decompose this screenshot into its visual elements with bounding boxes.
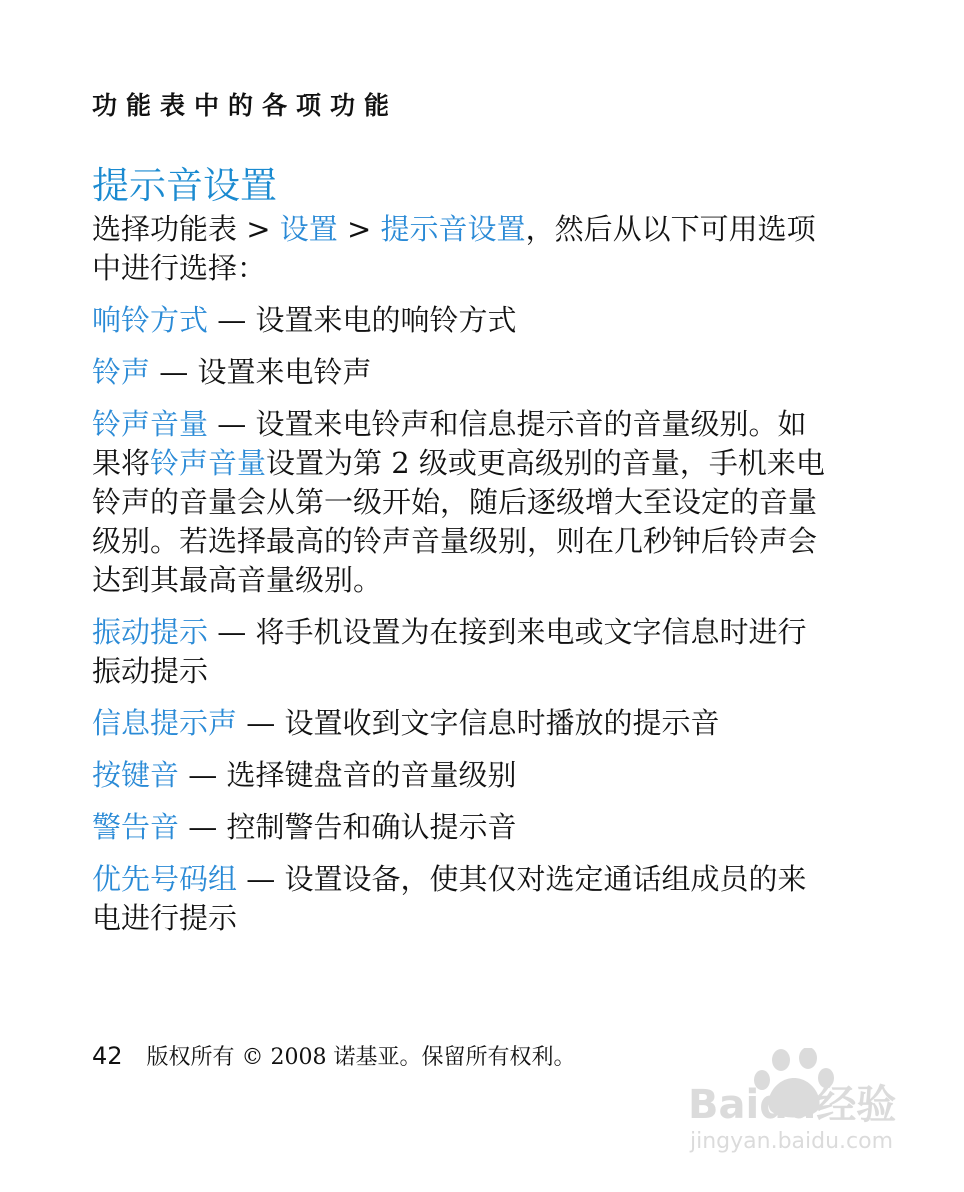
settings-link: 设置: [279, 212, 338, 246]
item-desc: — 控制警告和确认提示音: [179, 810, 517, 844]
page-number: 42: [92, 1042, 123, 1070]
item-term: 铃声: [92, 355, 151, 389]
item-term: 铃声音量: [92, 407, 209, 441]
separator: >: [337, 212, 381, 246]
watermark-brand: Baidu经验: [688, 1082, 897, 1128]
item-desc: — 将手机设置为在接到来电或文字信息时进行振动提示: [92, 615, 807, 688]
item-desc: — 设置收到文字信息时播放的提示音: [237, 706, 720, 740]
section-header: 功能表中的各项功能: [92, 91, 399, 120]
list-item: [92, 613, 832, 691]
manual-page: [92, 0, 852, 1192]
separator: >: [237, 212, 280, 246]
item-desc: — 设置设备，使其仅对选定通话组成员的来电进行提示: [92, 862, 807, 935]
list-item: [92, 860, 832, 938]
page-title: 提示音设置: [92, 164, 277, 207]
intro-prefix: 选择: [92, 212, 151, 246]
item-desc: — 设置来电的响铃方式: [208, 303, 517, 337]
page-footer: [92, 1040, 576, 1071]
item-term: 振动提示: [92, 615, 209, 649]
item-term: 警告音: [92, 810, 180, 844]
watermark-url: jingyan.baidu.com: [690, 1129, 894, 1154]
copyright-text: 版权所有 © 2008 诺基亚。保留所有权利。: [146, 1045, 576, 1070]
item-term: 按键音: [92, 758, 180, 792]
page-content: [92, 210, 832, 951]
item-desc: — 设置来电铃声: [150, 355, 372, 389]
item-term: 优先号码组: [92, 862, 238, 896]
list-item: [92, 704, 832, 743]
intro-suffix: ，然后从以下可用选项中进行选择：: [92, 212, 816, 285]
tone-settings-link: 提示音设置: [380, 212, 526, 246]
item-desc: 设置为第 2 级或更高级别的音量，手机来电铃声的音量会从第一级开始，随后逐级增大至设定的音量级别。若选择最高的铃声音量级别，则在几秒钟后铃声会达到其最高音量级别。: [92, 446, 825, 597]
item-inline-term: 铃声音量: [150, 446, 267, 480]
list-item: [92, 353, 832, 392]
list-item: [92, 301, 832, 340]
list-item: [92, 756, 832, 795]
menu-label: 功能表: [150, 212, 238, 246]
item-term: 响铃方式: [92, 303, 209, 337]
baidu-watermark-logo: [686, 1048, 916, 1158]
item-term: 信息提示声: [92, 706, 238, 740]
list-item: [92, 405, 832, 600]
item-desc: — 设置来电铃声和信息提示音的音量级别。如果将: [92, 407, 807, 480]
intro-paragraph: [92, 210, 832, 288]
list-item: [92, 808, 832, 847]
item-desc: — 选择键盘音的音量级别: [179, 758, 517, 792]
